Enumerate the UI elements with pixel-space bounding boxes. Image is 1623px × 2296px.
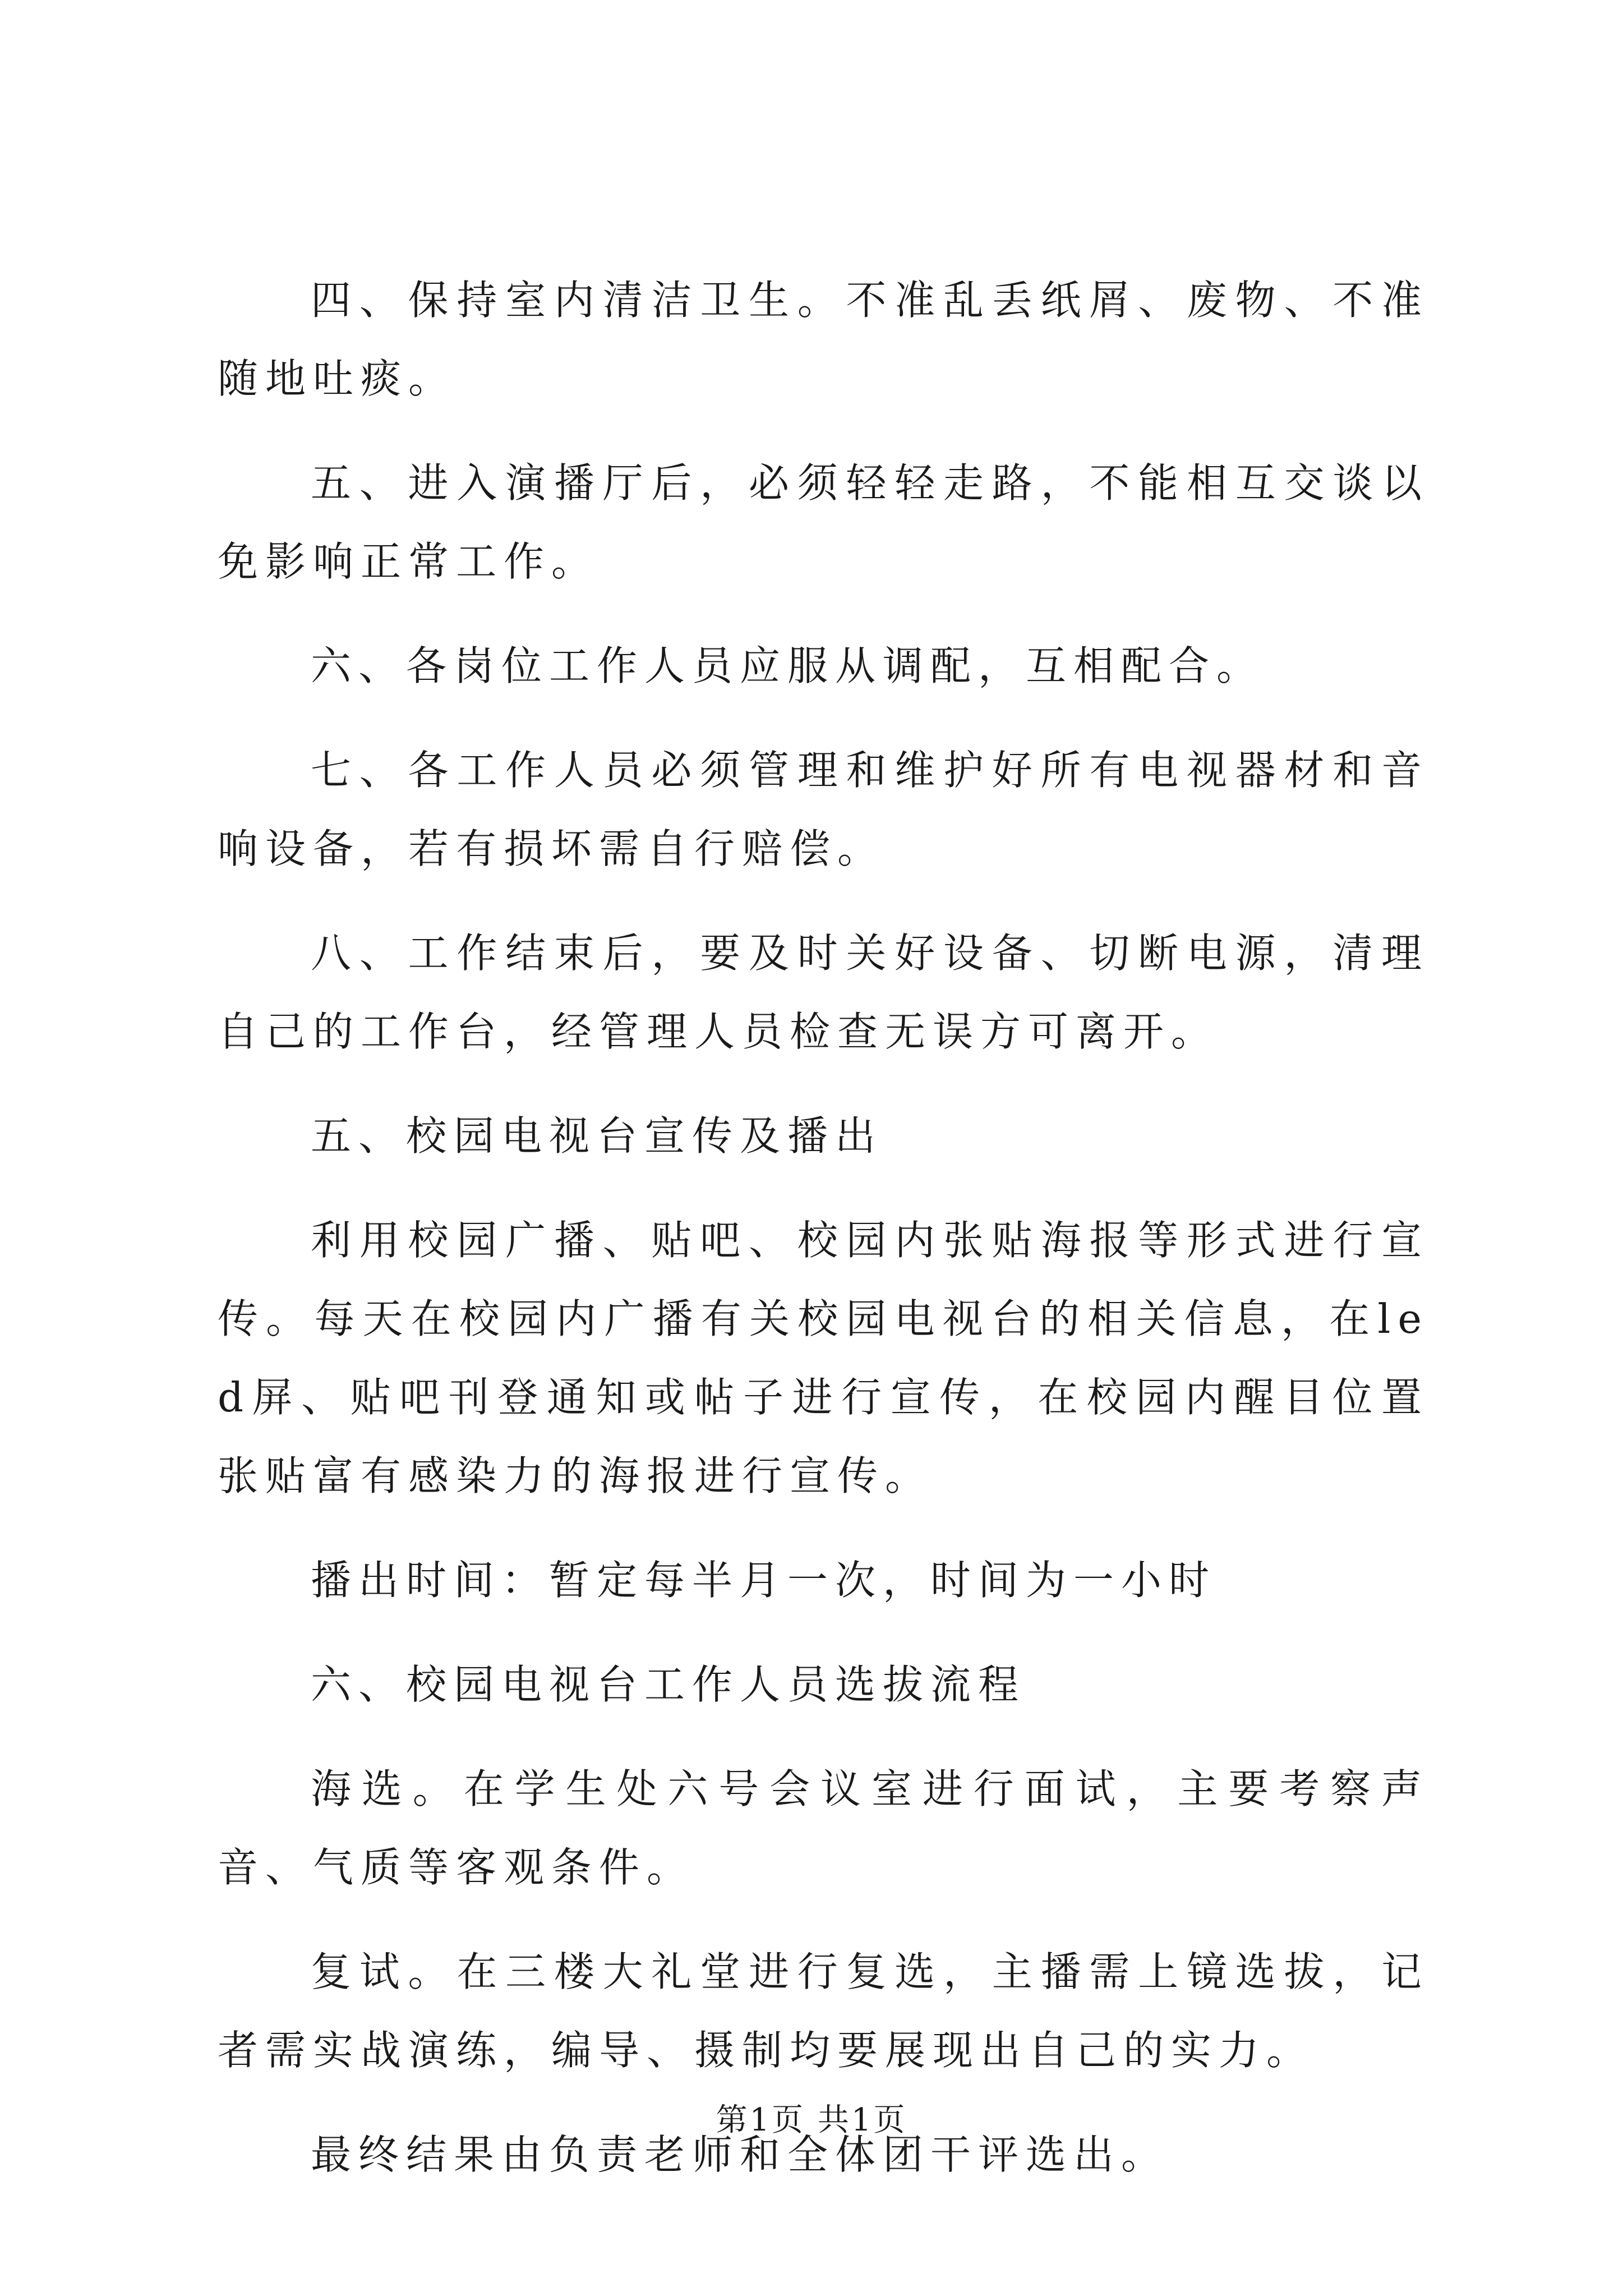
section-heading-publicity: 五、校园电视台宣传及播出 bbox=[311, 1112, 883, 1159]
paragraph-rule-8: 八、工作结束后，要及时关好设备、切断电源，清理自己的工作台，经管理人员检查无误方可离开。 bbox=[218, 930, 1429, 1055]
paragraph-retest: 复试。在三楼大礼堂进行复选，主播需上镜选拔，记者需实战演练，编导、摄制均要展现出自己的实力。 bbox=[218, 1948, 1429, 2074]
paragraph-final-result: 最终结果由负责老师和全体团干评选出。 bbox=[311, 2131, 1169, 2178]
paragraph-rule-7: 七、各工作人员必须管理和维护好所有电视器材和音响设备，若有损坏需自行赔偿。 bbox=[218, 747, 1429, 872]
paragraph-publicity: 利用校园广播、贴吧、校园内张贴海报等形式进行宣传。每天在校园内广播有关校园电视台的相关信息，在led屏、贴吧刊登通知或帖子进行宣传，在校园内醒目位置张贴富有感染力的海报进行宣传。 bbox=[218, 1217, 1429, 1499]
paragraph-rule-5: 五、进入演播厅后，必须轻轻走路，不能相互交谈以免影响正常工作。 bbox=[218, 459, 1429, 585]
document-body bbox=[218, 261, 1429, 2220]
section-heading-selection: 六、校园电视台工作人员选拔流程 bbox=[311, 1661, 1026, 1708]
paragraph-rule-6: 六、各岗位工作人员应服从调配，互相配合。 bbox=[311, 642, 1265, 689]
paragraph-broadcast-time: 播出时间：暂定每半月一次，时间为一小时 bbox=[311, 1557, 1217, 1604]
page-number-footer: 第1页 共1页 bbox=[716, 2102, 907, 2138]
paragraph-rule-4: 四、保持室内清洁卫生。不准乱丢纸屑、废物、不准随地吐痰。 bbox=[218, 277, 1429, 402]
paragraph-audition: 海选。在学生处六号会议室进行面试，主要考察声音、气质等客观条件。 bbox=[218, 1765, 1429, 1891]
